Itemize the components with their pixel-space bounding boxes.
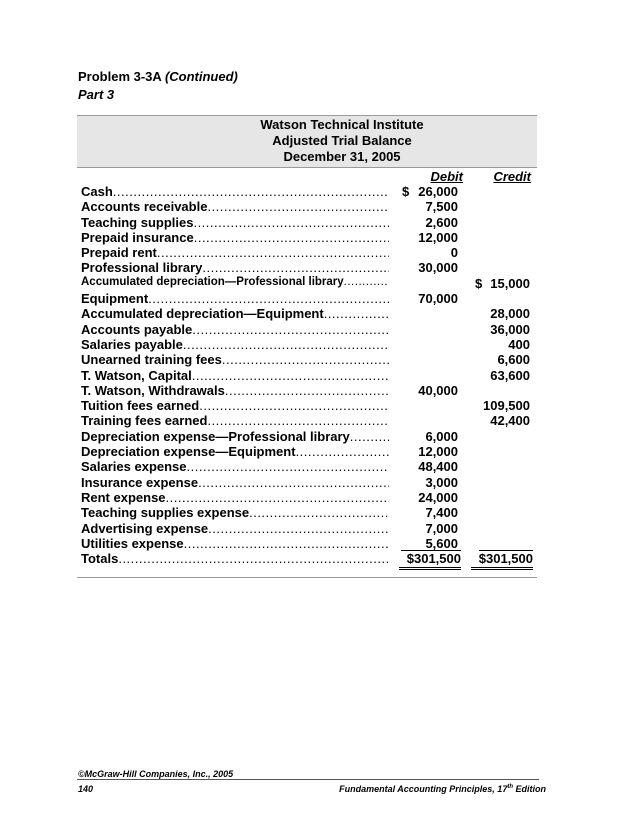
table-row	[77, 199, 537, 214]
account-name: Advertising expense .....	[81, 521, 389, 536]
debit-amount: 12,000	[418, 229, 458, 245]
debit-amount: 7,500	[425, 199, 458, 215]
table-row	[77, 475, 537, 490]
credit-amount: 42,400	[490, 413, 530, 429]
account-name: Salaries expense .....	[81, 459, 389, 474]
credit-amount: 400	[508, 336, 530, 352]
account-name: Accounts receivable .....	[81, 199, 389, 214]
table-row	[77, 260, 537, 275]
company-name: Watson Technical Institute	[260, 117, 424, 132]
account-name: Accumulated depreciation—Equipment .....	[81, 306, 389, 321]
debit-amount: 7,400	[425, 505, 458, 521]
table-row	[77, 429, 537, 444]
account-name: Accounts payable .....	[81, 322, 389, 337]
table-row	[77, 230, 537, 245]
account-name: Equipment .....	[81, 291, 389, 306]
totals-debit: $301,500	[406, 551, 461, 567]
table-row	[77, 383, 537, 398]
debit-column-header: Debit	[430, 169, 463, 184]
account-name: Teaching supplies .....	[81, 215, 389, 230]
table-row	[77, 184, 537, 199]
debit-amount: 40,000	[418, 382, 458, 398]
table-row	[77, 245, 537, 260]
table-row	[77, 306, 537, 321]
table-row	[77, 215, 537, 230]
table-row	[77, 444, 537, 459]
credit-amount: 15,000	[490, 275, 530, 291]
account-name: Tuition fees earned .....	[81, 398, 389, 413]
column-headers	[77, 168, 537, 184]
table-row	[77, 413, 537, 428]
debit-double-rule	[399, 567, 461, 570]
credit-amount: 28,000	[490, 306, 530, 322]
table-row	[77, 521, 537, 536]
table-row	[77, 276, 537, 291]
debit-amount: 12,000	[418, 444, 458, 460]
credit-double-rule	[471, 567, 533, 570]
statement-date: December 31, 2005	[283, 149, 401, 164]
debit-amount: 2,600	[425, 214, 458, 230]
statement-title: Adjusted Trial Balance	[272, 133, 412, 148]
credit-amount: 109,500	[483, 398, 530, 414]
account-name: T. Watson, Capital .....	[81, 368, 389, 383]
page-number: 140	[78, 784, 94, 794]
credit-amount: 6,600	[497, 352, 530, 368]
table-row	[77, 352, 537, 367]
debit-dollar-sign: $	[402, 184, 410, 199]
account-name: Unearned training fees .....	[81, 352, 389, 367]
debit-amount: 3,000	[425, 474, 458, 490]
account-name: Prepaid rent .....	[81, 245, 389, 260]
book-title-suffix: Edition	[513, 784, 546, 794]
account-name: Rent expense .....	[81, 490, 389, 505]
debit-amount: 0	[450, 245, 458, 261]
table-bottom-rule	[77, 577, 537, 578]
continued-label: (Continued)	[164, 69, 238, 84]
account-name: Depreciation expense—Professional library .....	[81, 429, 389, 444]
debit-amount: 30,000	[418, 260, 458, 276]
debit-amount: 6,000	[425, 428, 458, 444]
account-name: Prepaid insurance .....	[81, 230, 389, 245]
account-name: Professional library .....	[81, 260, 389, 275]
account-name: Depreciation expense—Equipment .....	[81, 444, 389, 459]
trial-balance-table	[77, 115, 537, 578]
table-row	[77, 398, 537, 413]
table-row	[77, 291, 537, 306]
account-name: Cash .....	[81, 184, 389, 199]
problem-heading	[78, 69, 238, 84]
credit-column-header: Credit	[493, 169, 531, 184]
credit-dollar-sign: $	[475, 275, 483, 291]
copyright-notice: ©McGraw-Hill Companies, Inc., 2005	[78, 769, 234, 779]
book-title	[339, 784, 546, 794]
table-row	[77, 368, 537, 383]
table-row	[77, 322, 537, 337]
account-rows	[77, 184, 537, 551]
footer-rule	[77, 779, 539, 780]
debit-amount: 5,600	[425, 535, 458, 551]
book-title-sup: th	[507, 784, 513, 790]
table-row	[77, 490, 537, 505]
book-title-text: Fundamental Accounting Principles, 17	[339, 784, 508, 794]
account-name: Teaching supplies expense .....	[81, 505, 389, 520]
table-row	[77, 337, 537, 352]
table-row	[77, 536, 537, 551]
account-name: Insurance expense .....	[81, 475, 389, 490]
debit-amount: 48,400	[418, 459, 458, 475]
totals-row	[77, 551, 537, 568]
credit-amount: 63,600	[490, 367, 530, 383]
part-heading: Part 3	[78, 87, 115, 102]
debit-amount: 24,000	[418, 489, 458, 505]
debit-amount: 70,000	[418, 291, 458, 307]
account-name: Training fees earned .....	[81, 413, 389, 428]
credit-amount: 36,000	[490, 321, 530, 337]
debit-amount: 7,000	[425, 520, 458, 536]
statement-header	[77, 115, 537, 168]
account-name: Accumulated depreciation—Professional library .....	[81, 276, 389, 288]
account-name: Utilities expense .....	[81, 536, 389, 551]
account-name: Salaries payable .....	[81, 337, 389, 352]
totals-label: Totals .....	[81, 551, 389, 566]
totals-credit: $301,500	[478, 551, 533, 567]
problem-number: Problem 3-3A	[78, 69, 162, 84]
table-row	[77, 459, 537, 474]
account-name: T. Watson, Withdrawals .....	[81, 383, 389, 398]
debit-amount: 26,000	[418, 184, 458, 199]
table-row	[77, 505, 537, 520]
